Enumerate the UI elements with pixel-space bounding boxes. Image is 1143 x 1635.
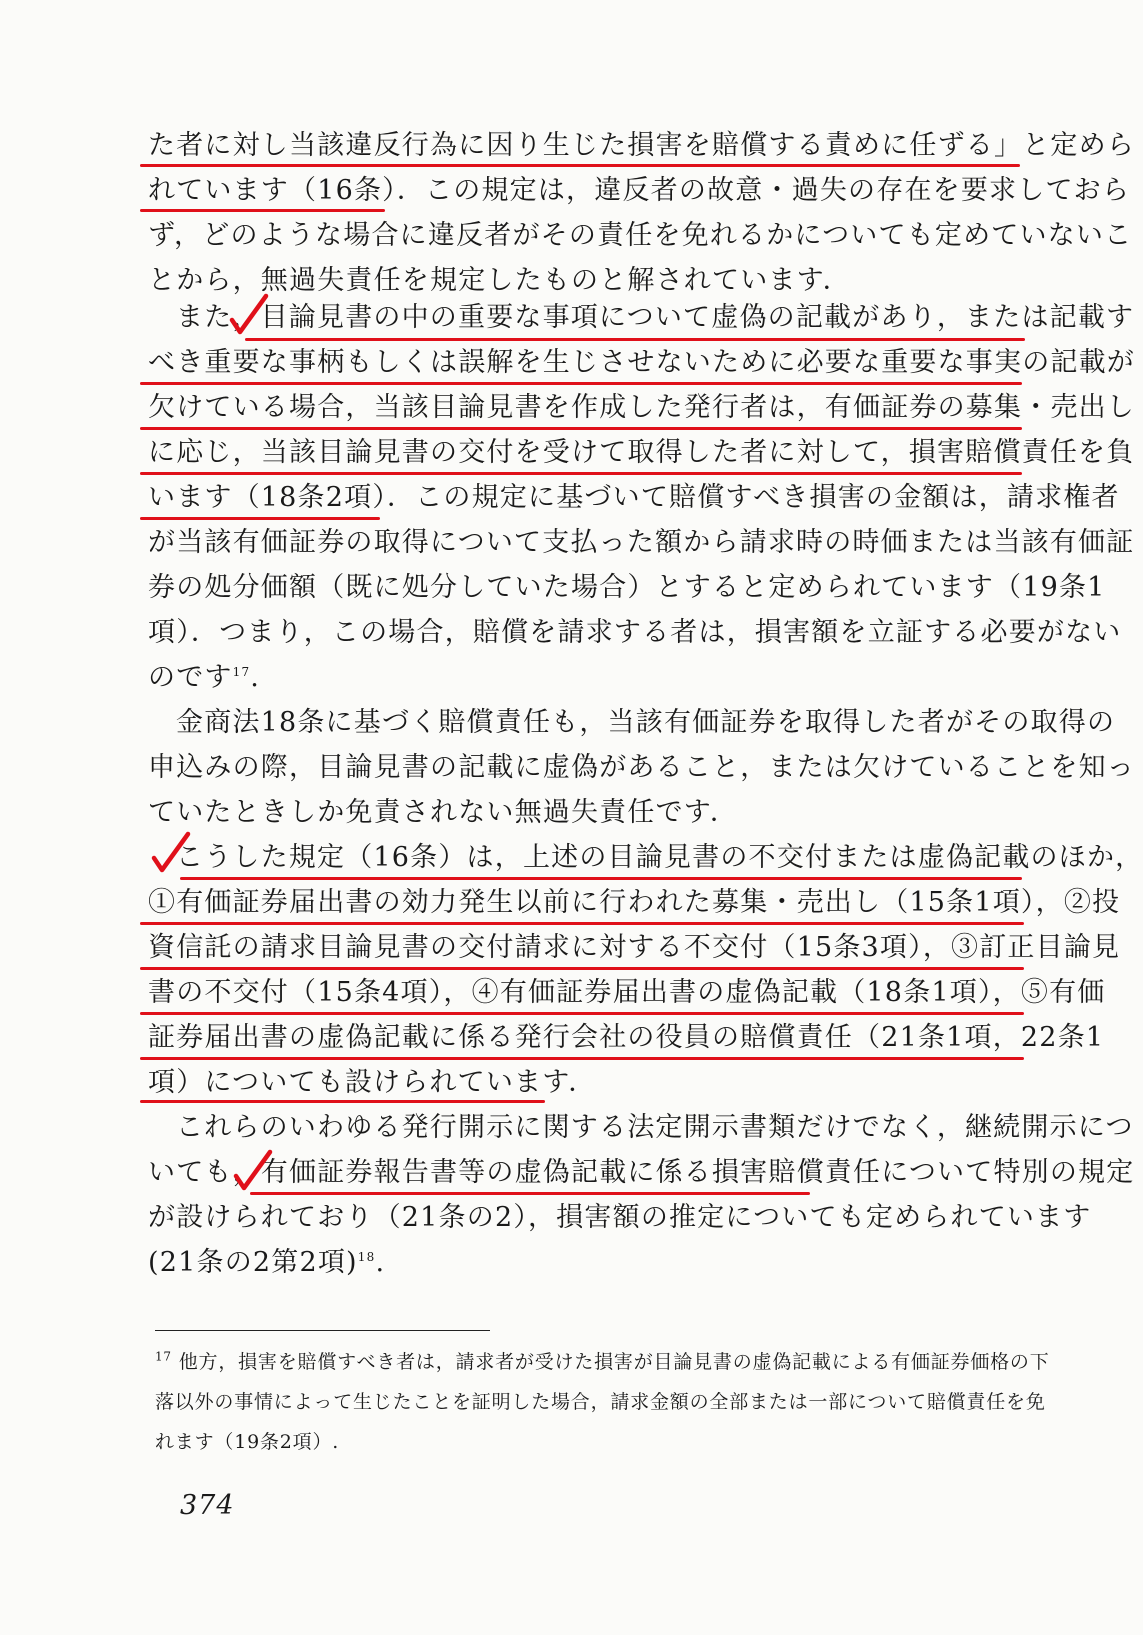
footnote-ref-17: 17 xyxy=(232,665,251,679)
footnote-ref-18: 18 xyxy=(357,1250,376,1264)
red-underline xyxy=(140,1012,1024,1015)
body-line: た者に対し当該違反行為に因り生じた損害を賠償する責めに任ずる」と定めら xyxy=(148,130,1135,161)
red-checkmark-icon xyxy=(150,830,192,880)
body-line: とから，無過失責任を規定したものと解されています． xyxy=(148,265,851,296)
body-line: また，目論見書の中の重要な事項について虚偽の記載があり，または記載す xyxy=(176,302,1135,333)
body-line: べき重要な事柄もしくは誤解を生じさせないために必要な重要な事実の記載が xyxy=(148,347,1135,378)
body-line: 申込みの際，目論見書の記載に虚偽があること，または欠けていることを知っ xyxy=(148,752,1135,783)
body-line: が当該有価証券の取得について支払った額から請求時の時価または当該有価証 xyxy=(148,527,1135,558)
body-line: いても，有価証券報告書等の虚偽記載に係る損害賠償責任について特別の規定 xyxy=(148,1157,1135,1188)
red-underline xyxy=(140,922,1024,925)
footnote-rule xyxy=(155,1330,490,1331)
red-underline xyxy=(140,472,1022,475)
footnote-number: 17 xyxy=(155,1349,172,1364)
body-line: ず，どのような場合に違反者がその責任を免れるかについても定めていないこ xyxy=(148,220,1133,251)
red-underline xyxy=(140,1057,1024,1060)
body-line: 金商法18条に基づく賠償責任も，当該有価証券を取得した者がその取得の xyxy=(176,707,1116,738)
body-line: 券の処分価額（既に処分していた場合）とすると定められています（19条1 xyxy=(148,572,1106,603)
body-line: これらのいわゆる発行開示に関する法定開示書類だけでなく，継続開示につ xyxy=(176,1112,1134,1143)
body-line: 欠けている場合，当該目論見書を作成した発行者は，有価証券の募集・売出し xyxy=(148,392,1135,423)
body-line: います（18条2項）．この規定に基づいて賠償すべき損害の金額は，請求権者 xyxy=(148,482,1120,513)
red-underline xyxy=(140,1100,545,1103)
page-number: 374 xyxy=(180,1490,235,1521)
red-underline xyxy=(140,209,385,212)
red-underline xyxy=(180,877,1022,880)
red-checkmark-icon xyxy=(232,1148,274,1198)
body-line: 資信託の請求目論見書の交付請求に対する不交付（15条3項），③訂正目論見 xyxy=(148,932,1121,963)
body-line: が設けられており（21条の2），損害額の推定についても定められています xyxy=(148,1202,1092,1233)
red-underline xyxy=(250,1192,810,1195)
body-line: 証券届出書の虚偽記載に係る発行会社の役員の賠償責任（21条1項，22条1 xyxy=(148,1022,1105,1053)
body-line: (21条の2第2項)$^{18}$. xyxy=(148,1247,386,1278)
body-line: こうした規定（16条）は，上述の目論見書の不交付または虚偽記載のほか， xyxy=(176,842,1143,873)
red-underline xyxy=(140,164,1020,167)
red-underline xyxy=(140,427,1022,430)
body-line: 書の不交付（15条4項），④有価証券届出書の虚偽記載（18条1項），⑤有価 xyxy=(148,977,1106,1008)
body-line: 項）．つまり，この場合，賠償を請求する者は，損害額を立証する必要がない xyxy=(148,617,1122,648)
footnote-line: 落以外の事情によって生じたことを証明した場合，請求金額の全部または一部について賠償責任を免 xyxy=(155,1391,1046,1413)
footnote-line: れます（19条2項）. xyxy=(155,1431,340,1453)
body-line: 項）についても設けられています． xyxy=(148,1067,597,1098)
red-checkmark-icon xyxy=(228,292,270,342)
red-underline xyxy=(140,967,1024,970)
body-line: ていたときしか免責されない無過失責任です． xyxy=(148,797,739,828)
body-line: に応じ，当該目論見書の交付を受けて取得した者に対して，損害賠償責任を負 xyxy=(148,437,1135,468)
body-line: れています（16条）．この規定は，違反者の故意・過失の存在を要求しておら xyxy=(148,175,1131,206)
body-line: ①有価証券届出書の効力発生以前に行われた募集・売出し（15条1項），②投 xyxy=(148,887,1121,918)
footnote-line: $^{17}$ 他方，損害を賠償すべき者は，請求者が受けた損害が目論見書の虚偽記載による有価証券価格の下 xyxy=(155,1349,1050,1373)
red-underline xyxy=(245,338,1025,341)
body-line: のです$^{17}$. xyxy=(148,662,261,693)
red-underline xyxy=(140,517,380,520)
red-underline xyxy=(140,382,1022,385)
